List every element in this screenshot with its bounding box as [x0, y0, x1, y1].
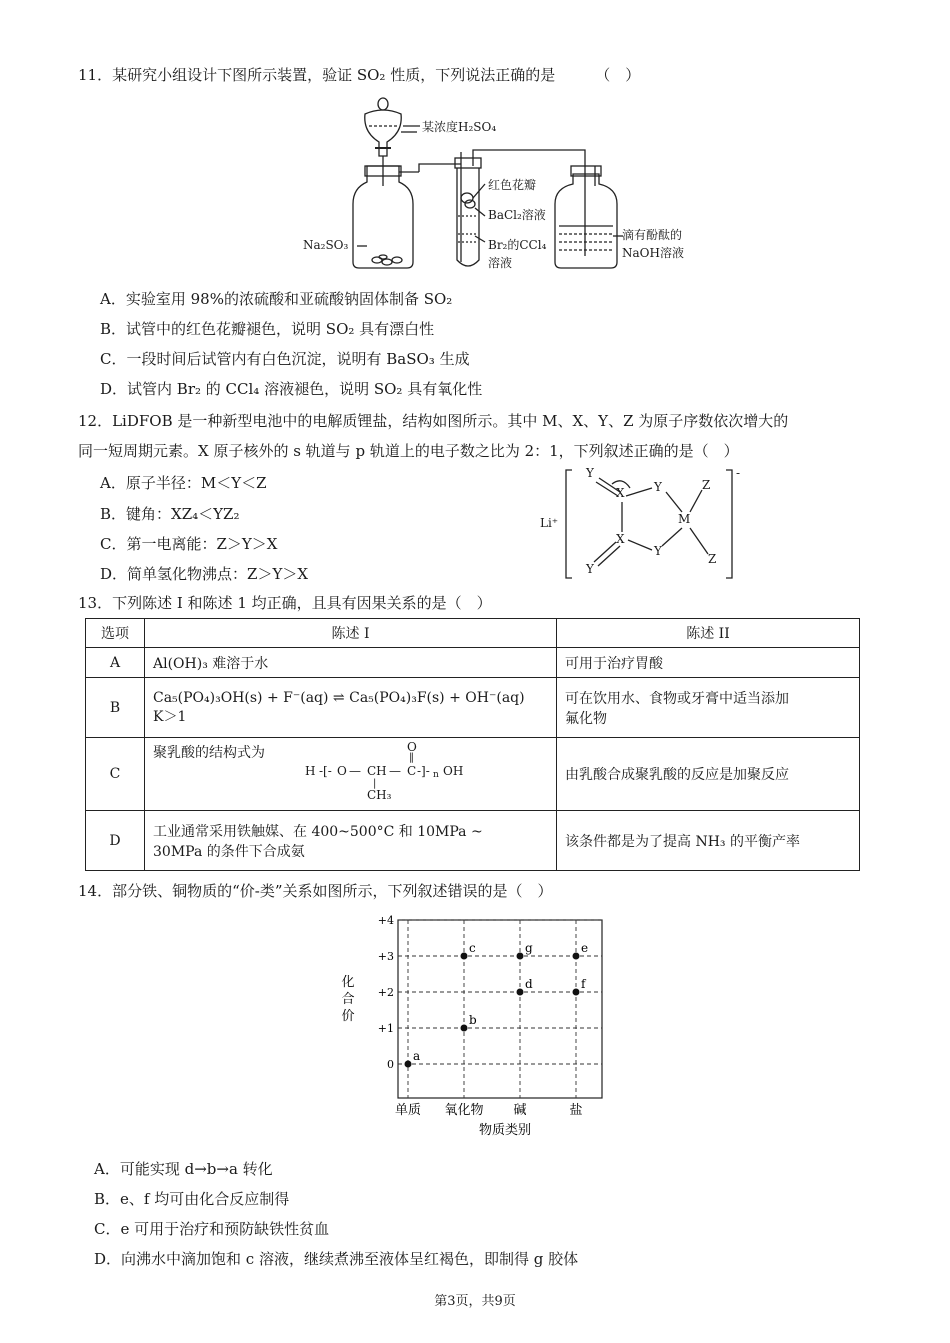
header-option: 选项	[86, 619, 145, 648]
y-axis-label: 价	[341, 1009, 355, 1024]
q11-option-b: B．试管中的红色花瓣褪色，说明 SO₂ 具有漂白性	[100, 320, 435, 338]
anion-charge: -	[736, 466, 741, 480]
atom-x-bottom: X	[616, 532, 625, 546]
y-axis-label: 合	[341, 992, 355, 1007]
statement-line-1: 可在饮用水、食物或牙膏中适当添加	[565, 690, 789, 707]
point-b	[461, 1025, 468, 1032]
chart-frame	[398, 920, 602, 1098]
table-row	[86, 678, 860, 738]
q12-option-b: B．键角：XZ₄＜YZ₂	[100, 505, 240, 523]
y-tick-label: +2	[377, 986, 394, 999]
label-acid: 某浓度H₂SO₄	[422, 120, 497, 134]
table-row	[86, 648, 860, 678]
pla-ch: CH	[367, 764, 387, 778]
point-label-g: g	[525, 941, 533, 955]
atom-y-bottom: Y	[586, 562, 594, 576]
pla-ch3: CH₃	[367, 788, 392, 802]
point-label-d: d	[525, 977, 533, 991]
row-statement-1: Al(OH)₃ 难溶于水	[145, 648, 557, 678]
point-a	[405, 1061, 412, 1068]
point-label-c: c	[469, 941, 476, 955]
row-key: C	[86, 738, 145, 811]
row-key: B	[86, 678, 145, 738]
row-key: D	[86, 811, 145, 871]
label-na2so3: Na₂SO₃	[303, 238, 349, 252]
point-f	[573, 989, 580, 996]
lithium-cation: Li⁺	[540, 516, 559, 530]
table-row	[86, 738, 860, 811]
row-statement-1	[145, 678, 557, 738]
page-footer: 第3页，共9页	[434, 1294, 516, 1309]
q12-structure	[540, 466, 760, 582]
atom-z-bottom: Z	[708, 552, 717, 566]
y-tick-label: +3	[377, 950, 394, 963]
row-statement-2: 该条件都是为了提高 NH₃ 的平衡产率	[557, 811, 860, 871]
q11-stem: 11．某研究小组设计下图所示装置，验证 SO₂ 性质，下列说法正确的是 （ ）	[78, 66, 641, 84]
q12-option-d: D．简单氢化物沸点：Z＞Y＞X	[100, 565, 309, 583]
pla-h: H	[305, 764, 316, 778]
valence-class-chart	[330, 908, 620, 1148]
q11-option-c: C．一段时间后试管内有白色沉淀，说明有 BaSO₃ 生成	[100, 350, 470, 368]
point-c	[461, 953, 468, 960]
atom-y-top: Y	[586, 466, 594, 480]
q13-table	[85, 618, 860, 871]
atom-y-ring-bottom: Y	[654, 544, 662, 558]
q14-option-a: A．可能实现 d→b→a 转化	[94, 1160, 273, 1178]
y-tick-label: 0	[387, 1058, 394, 1071]
x-tick-label: 单质	[394, 1103, 422, 1118]
pla-caption: 聚乳酸的结构式为	[153, 745, 265, 761]
row-statement-1	[145, 811, 557, 871]
pla-structure: H -[- O — CH — C -]- n OH O ‖ | CH₃	[305, 740, 464, 802]
point-d	[517, 989, 524, 996]
row-statement-1	[145, 738, 557, 811]
point-g	[517, 953, 524, 960]
atom-y-ring-top: Y	[654, 480, 662, 494]
pla-c: C	[407, 764, 417, 778]
q12-option-a: A．原子半径：M＜Y＜Z	[100, 474, 267, 492]
q12-option-c: C．第一电离能：Z＞Y＞X	[100, 535, 278, 553]
label-br2-solution: 溶液	[488, 256, 513, 270]
x-tick-label: 氧化物	[444, 1103, 484, 1118]
q14-stem: 14．部分铁、铜物质的“价-类”关系如图所示，下列叙述错误的是（ ）	[78, 882, 553, 900]
label-naoh-2: NaOH溶液	[622, 246, 684, 260]
label-br2: Br₂的CCl₄	[488, 238, 547, 252]
equation: Ca₅(PO₄)₃OH(s) + F⁻(aq) ⇌ Ca₅(PO₄)₃F(s) + OH⁻(aq)	[153, 689, 525, 706]
q14-option-c: C．e 可用于治疗和预防缺铁性贫血	[94, 1220, 330, 1238]
row-statement-2: 可用于治疗胃酸	[557, 648, 860, 678]
label-bacl2: BaCl₂溶液	[488, 208, 546, 222]
statement-line-2: 氟化物	[565, 710, 607, 727]
y-axis-label: 化	[341, 975, 355, 990]
x-tick-label: 碱	[513, 1103, 527, 1118]
pla-o-top: O	[407, 740, 417, 754]
x-axis-label: 物质类别	[478, 1123, 532, 1138]
table-row	[86, 811, 860, 871]
atom-x-top: X	[616, 486, 625, 500]
point-label-b: b	[469, 1013, 477, 1027]
q14-option-b: B．e、f 均可由化合反应制得	[94, 1190, 290, 1208]
header-statement-1: 陈述 I	[145, 619, 557, 648]
table-header-row	[86, 619, 860, 648]
pla-n: n	[433, 770, 439, 780]
equilibrium-constant: K＞1	[153, 708, 187, 725]
row-statement-2: 由乳酸合成聚乳酸的反应是加聚反应	[557, 738, 860, 811]
label-naoh-1: 滴有酚酞的	[622, 228, 683, 242]
q11-option-d: D．试管内 Br₂ 的 CCl₄ 溶液褪色，说明 SO₂ 具有氧化性	[100, 380, 483, 398]
point-e	[573, 953, 580, 960]
label-flower: 红色花瓣	[488, 178, 537, 192]
x-tick-label: 盐	[569, 1103, 583, 1118]
row-key: A	[86, 648, 145, 678]
q11-option-a: A．实验室用 98%的浓硫酸和亚硫酸钠固体制备 SO₂	[100, 290, 453, 308]
statement-line-1: 工业通常采用铁触媒、在 400~500°C 和 10MPa ~	[153, 823, 483, 840]
pla-oh: OH	[443, 764, 464, 778]
y-tick-label: +1	[377, 1022, 394, 1035]
point-label-e: e	[581, 941, 589, 955]
point-label-a: a	[413, 1049, 421, 1063]
q12-stem-line2: 同一短周期元素。X 原子核外的 s 轨道与 p 轨道上的电子数之比为 2：1，下列叙述正确的是（ ）	[78, 442, 739, 460]
y-tick-label: +4	[377, 914, 394, 927]
point-label-f: f	[581, 977, 586, 991]
q13-stem: 13．下列陈述 I 和陈述 1 均正确，且具有因果关系的是（ ）	[78, 594, 492, 612]
statement-line-2: 30MPa 的条件下合成氨	[153, 843, 305, 860]
atom-z-top: Z	[702, 478, 711, 492]
header-statement-2: 陈述 II	[557, 619, 860, 648]
q14-option-d: D．向沸水中滴加饱和 c 溶液，继续煮沸至液体呈红褐色，即制得 g 胶体	[94, 1250, 579, 1268]
pla-o: O	[337, 764, 347, 778]
q12-stem-line1: 12．LiDFOB 是一种新型电池中的电解质锂盐，结构如图所示。其中 M、X、Y、Z 为原子序数依次增大的	[78, 412, 789, 430]
row-statement-2	[557, 678, 860, 738]
atom-m: M	[678, 512, 691, 526]
